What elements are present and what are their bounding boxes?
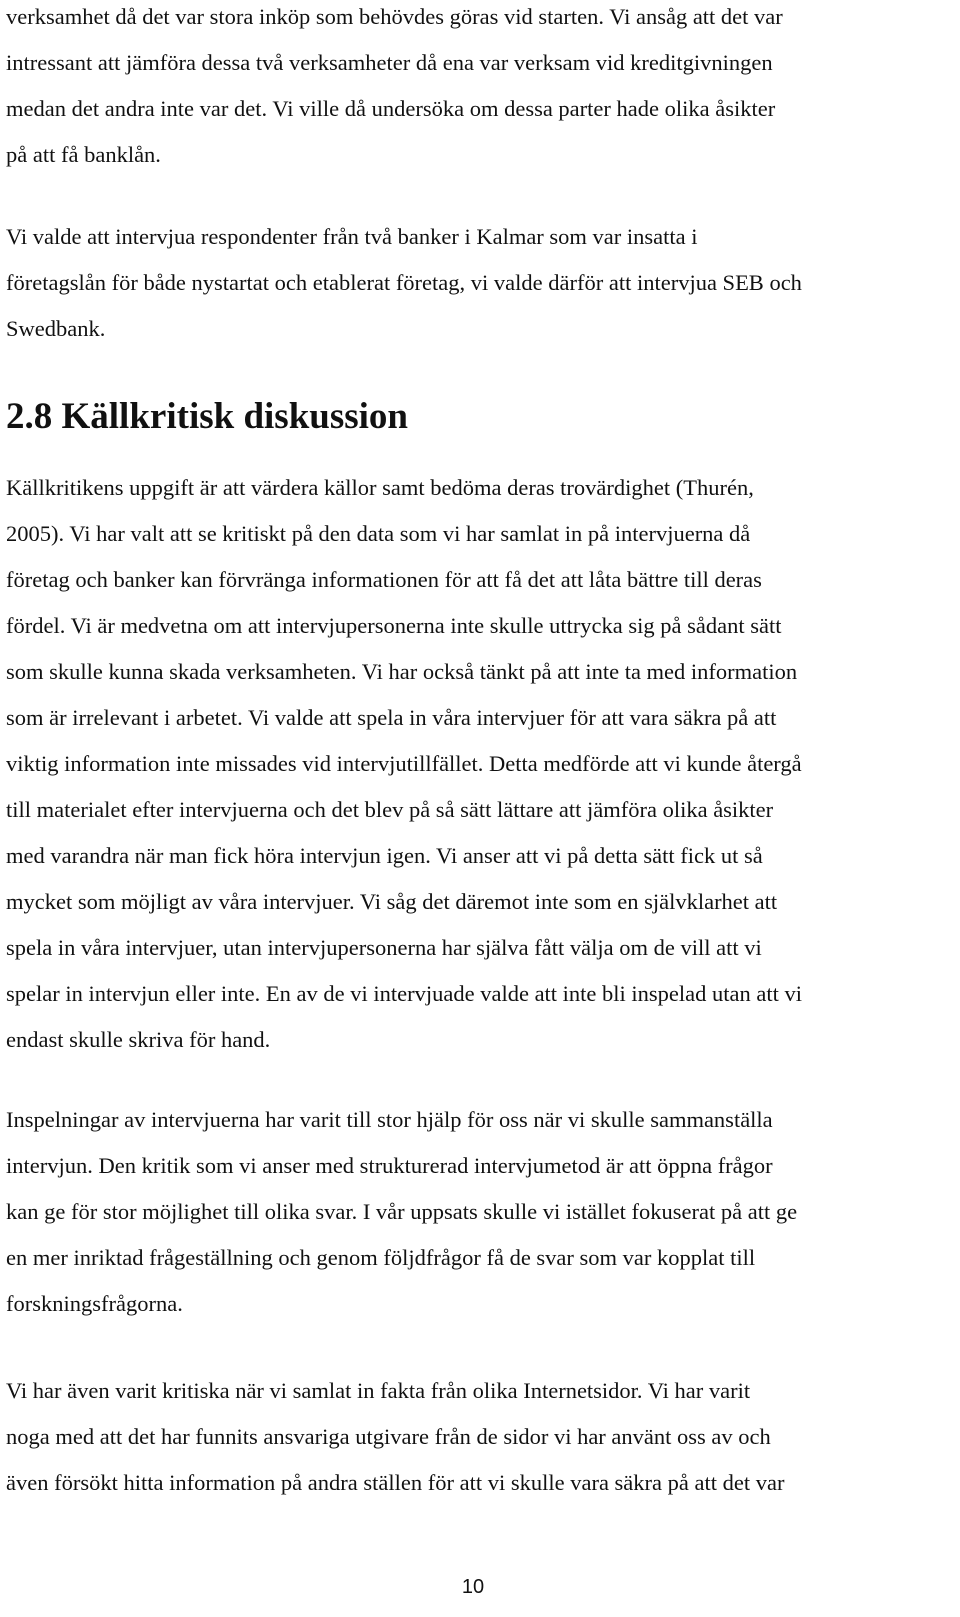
text-line: endast skulle skriva för hand. — [6, 1027, 271, 1052]
text-line: intervjun. Den kritik som vi anser med strukturerad intervjumetod är att öppna frågor — [6, 1153, 773, 1178]
text-line: till materialet efter intervjuerna och det blev på så sätt lättare att jämföra olika åsikter — [6, 797, 774, 822]
text-line: Swedbank. — [6, 316, 106, 341]
text-line: 2005). Vi har valt att se kritiskt på den data som vi har samlat in på intervjuerna då — [6, 521, 751, 546]
text-line: företagslån för både nystartat och etablerat företag, vi valde därför att intervjua SEB och — [6, 270, 802, 295]
text-line: mycket som möjligt av våra intervjuer. Vi såg det däremot inte som en självklarhet att — [6, 889, 778, 914]
paragraph — [6, 214, 802, 352]
text-line: Vi valde att intervjua respondenter från två banker i Kalmar som var insatta i — [6, 224, 698, 249]
text-line: noga med att det har funnits ansvariga utgivare från de sidor vi har använt oss av och — [6, 1424, 771, 1449]
text-line: verksamhet då det var stora inköp som behövdes göras vid starten. Vi ansåg att det var — [6, 4, 783, 29]
text-line: Källkritikens uppgift är att värdera källor samt bedöma deras trovärdighet (Thurén, — [6, 475, 754, 500]
paragraph — [6, 1368, 784, 1506]
section-heading: 2.8 Källkritisk diskussion — [6, 396, 409, 437]
text-line: Vi har även varit kritiska när vi samlat in fakta från olika Internetsidor. Vi har varit — [6, 1378, 751, 1403]
text-line: spela in våra intervjuer, utan intervjupersonerna har själva fått välja om de vill att vi — [6, 935, 762, 960]
text-line: kan ge för stor möjlighet till olika svar. I vår uppsats skulle vi istället fokuserat på att ge — [6, 1199, 798, 1224]
text-line: fördel. Vi är medvetna om att intervjupersonerna inte skulle uttrycka sig på sådant sätt — [6, 613, 782, 638]
text-line: medan det andra inte var det. Vi ville då undersöka om dessa parter hade olika åsikter — [6, 96, 776, 121]
paragraph — [6, 0, 783, 178]
text-line: intressant att jämföra dessa två verksamheter då ena var verksam vid kreditgivningen — [6, 50, 773, 75]
text-line: Inspelningar av intervjuerna har varit till stor hjälp för oss när vi skulle sammanställa — [6, 1107, 773, 1132]
text-line: som skulle kunna skada verksamheten. Vi har också tänkt på att inte ta med information — [6, 659, 798, 684]
paragraph — [6, 1097, 797, 1327]
text-line: även försökt hitta information på andra ställen för att vi skulle vara säkra på att det var — [6, 1470, 785, 1495]
text-line: företag och banker kan förvränga informationen för att få det att låta bättre till deras — [6, 567, 762, 592]
text-line: spelar in intervjun eller inte. En av de vi intervjuade valde att inte bli inspelad utan att vi — [6, 981, 803, 1006]
paragraph — [6, 465, 802, 1063]
text-line: med varandra när man fick höra intervjun igen. Vi anser att vi på detta sätt fick ut så — [6, 843, 763, 868]
text-line: viktig information inte missades vid intervjutillfället. Detta medförde att vi kunde återgå — [6, 751, 802, 776]
text-line: som är irrelevant i arbetet. Vi valde att spela in våra intervjuer för att vara säkra på att — [6, 705, 777, 730]
page-number: 10 — [461, 1576, 485, 1598]
text-line: forskningsfrågorna. — [6, 1291, 183, 1316]
text-line: på att få banklån. — [6, 142, 161, 167]
text-line: en mer inriktad frågeställning och genom följdfrågor få de svar som var kopplat till — [6, 1245, 756, 1270]
